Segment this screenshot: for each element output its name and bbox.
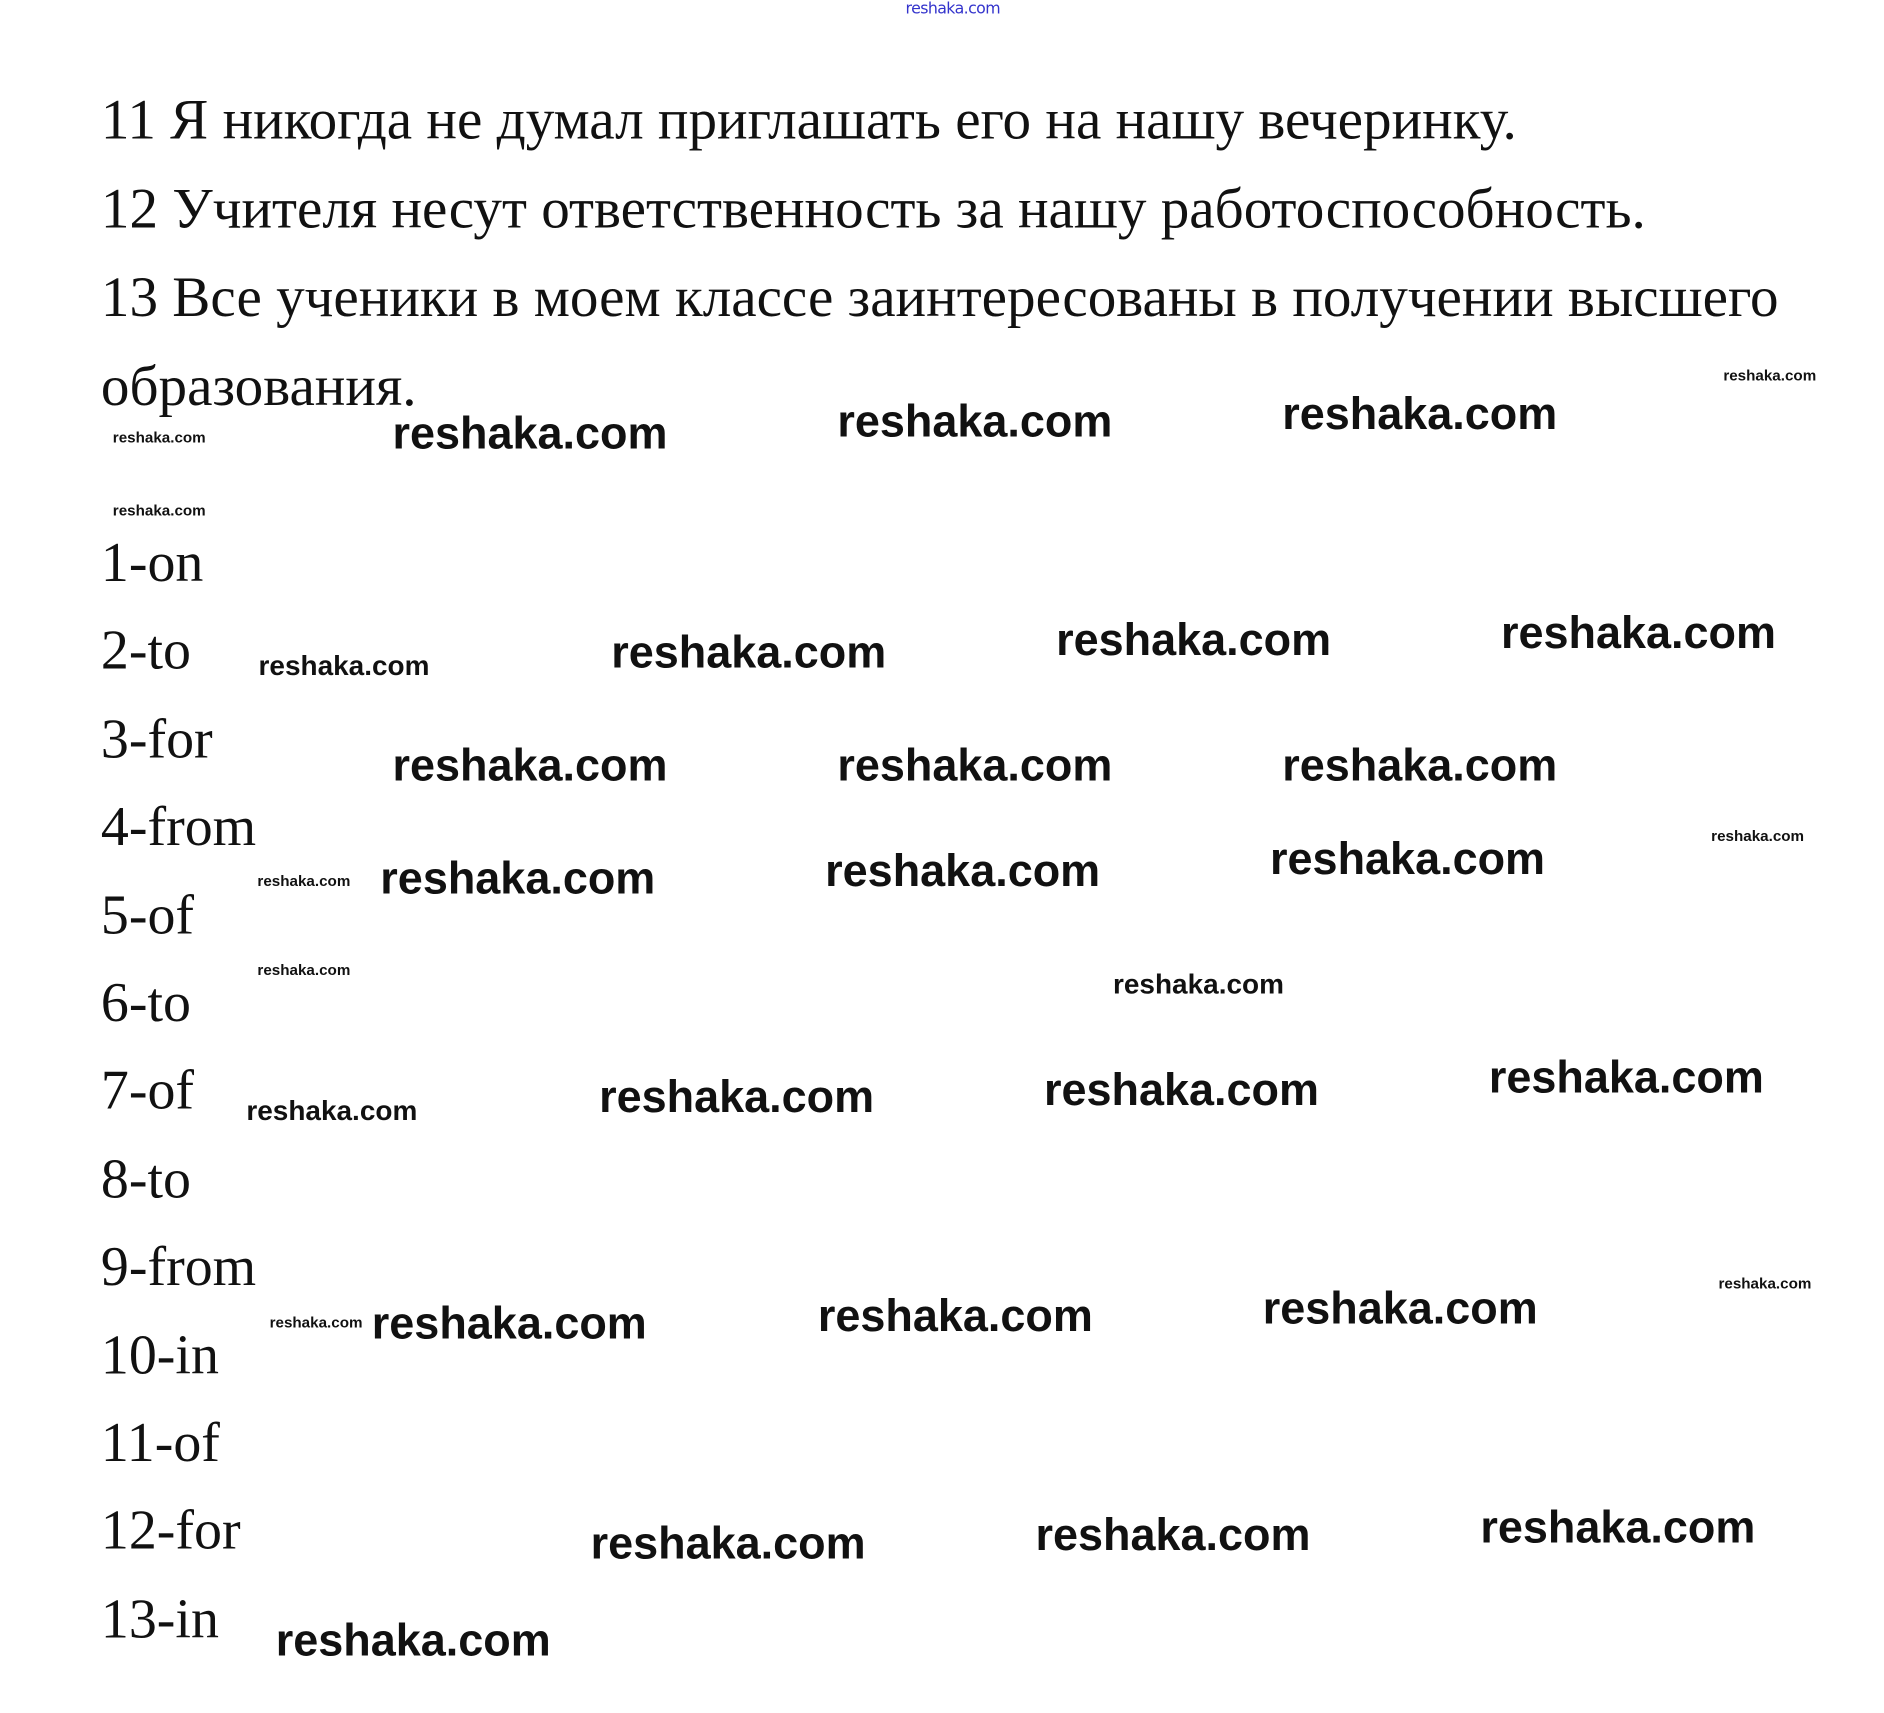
watermark: reshaka.com (1262, 1283, 1538, 1334)
watermark: reshaka.com (837, 740, 1113, 791)
watermark: reshaka.com (817, 1290, 1093, 1341)
watermark: reshaka.com (275, 1615, 551, 1666)
watermark: reshaka.com (1282, 740, 1558, 791)
watermark: reshaka.com (112, 429, 206, 447)
watermark: reshaka.com (112, 502, 206, 520)
watermark: reshaka.com (590, 1518, 866, 1568)
answer-item: 9-from (100, 1235, 257, 1298)
answer-item: 11-of (100, 1411, 220, 1474)
watermark: reshaka.com (1056, 615, 1332, 665)
watermark: reshaka.com (611, 627, 887, 678)
answer-item: 5-of (100, 883, 195, 946)
watermark: reshaka.com (269, 1313, 363, 1331)
answer-item: 7-of (100, 1059, 195, 1122)
watermark: reshaka.com (1718, 1275, 1812, 1293)
watermark: reshaka.com (1035, 1509, 1311, 1560)
answer-item: 13-in (100, 1587, 219, 1650)
watermark: reshaka.com (1723, 367, 1817, 385)
translation-sentence-line: 11 Я никогда не думал приглашать его на нашу вечеринку. (100, 88, 1517, 152)
watermark: reshaka.com (1500, 607, 1776, 658)
watermark: reshaka.com (1113, 968, 1284, 1000)
answer-item: 10-in (100, 1323, 219, 1386)
watermark: reshaka.com (1043, 1064, 1319, 1115)
answer-item: 2-to (100, 619, 191, 682)
answer-item: 1-on (100, 531, 204, 594)
translation-sentence-line: 13 Все ученики в моем классе заинтересованы в получении высшего (100, 266, 1779, 330)
translation-sentence-line: образования. (100, 354, 417, 419)
watermark: reshaka.com (1270, 833, 1546, 884)
watermark: reshaka.com (257, 961, 351, 979)
answer-item: 8-to (100, 1147, 191, 1210)
watermark: reshaka.com (1480, 1502, 1756, 1553)
watermark: reshaka.com (1282, 388, 1558, 439)
watermark: reshaka.com (837, 396, 1113, 447)
watermark: reshaka.com (246, 1094, 418, 1127)
watermark: reshaka.com (599, 1072, 875, 1122)
watermark: reshaka.com (1711, 827, 1805, 845)
watermark: reshaka.com (257, 872, 351, 890)
watermark: reshaka.com (258, 649, 430, 682)
answer-item: 6-to (100, 971, 191, 1034)
answer-item: 4-from (100, 795, 257, 858)
watermark: reshaka.com (380, 853, 656, 904)
answer-item: 3-for (100, 707, 213, 770)
watermark: reshaka.com (825, 845, 1101, 896)
watermark: reshaka.com (392, 408, 668, 459)
translation-sentence-line: 12 Учителя несут ответственность за нашу работоспособность. (100, 177, 1646, 241)
watermark: reshaka.com (392, 740, 668, 791)
watermark: reshaka.com (371, 1298, 647, 1348)
answer-item: 12-for (100, 1499, 241, 1562)
header-link[interactable]: reshaka.com (905, 0, 1000, 19)
watermark: reshaka.com (1488, 1052, 1764, 1103)
